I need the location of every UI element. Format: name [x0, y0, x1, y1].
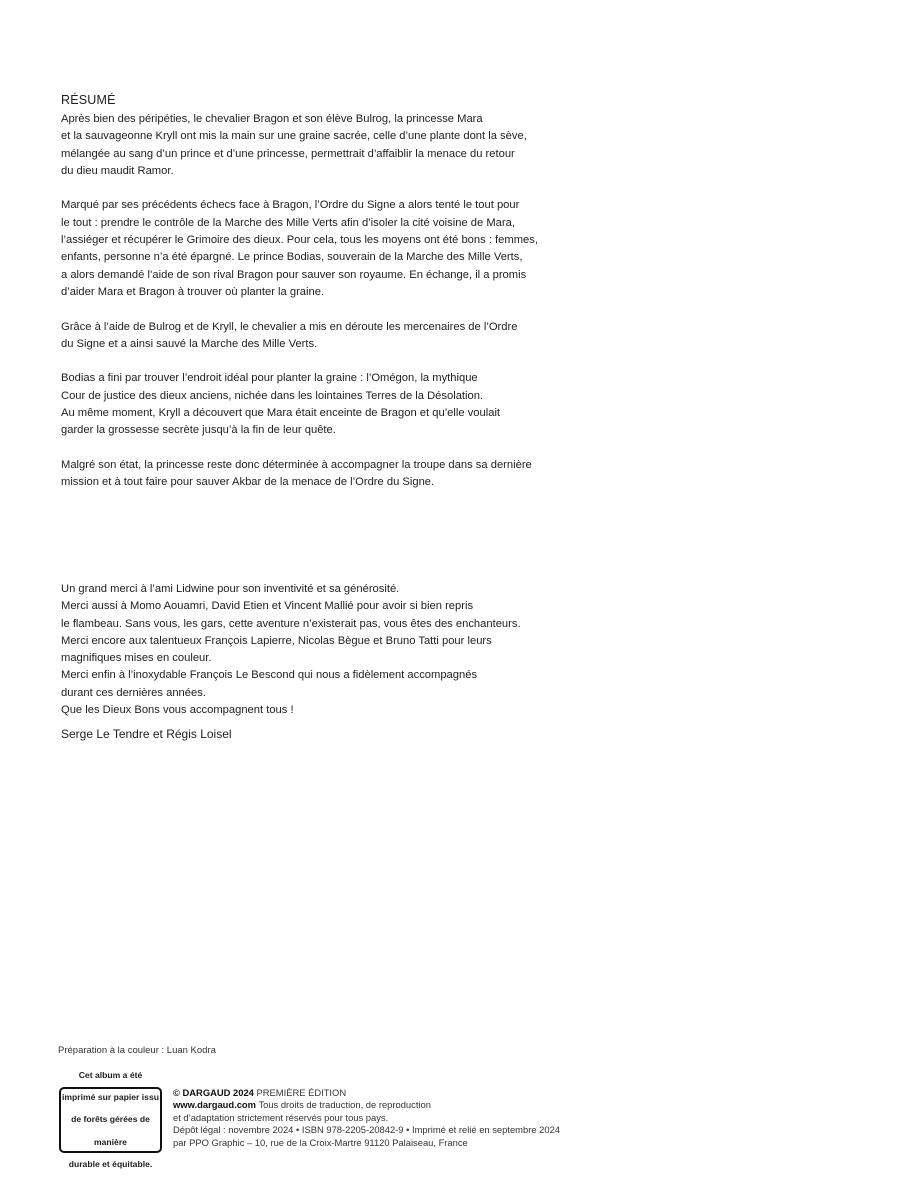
copyright: © DARGAUD 2024 [173, 1087, 254, 1098]
summary-paragraph [61, 370, 531, 439]
eco-label-text [62, 1070, 159, 1171]
summary-title: RÉSUMÉ [61, 93, 116, 107]
printer-info: par PPO Graphic – 10, rue de la Croix-Martre 91120 Palaiseau, France [173, 1136, 468, 1148]
thanks-line: durant ces dernières années. [61, 686, 206, 699]
text-line: Malgré son état, la princesse reste donc déterminée à accompagner la troupe dans sa dernière [61, 458, 532, 471]
thanks-line: Merci enfin à l’inoxydable François Le Bescond qui nous a fidèlement accompagnés [61, 669, 478, 682]
text-line: Cour de justice des dieux anciens, nichée dans les lointaines Terres de la Désolation. [61, 389, 484, 402]
thanks-line: Merci aussi à Momo Aouamri, David Etien et Vincent Mallié pour avoir si bien repris [61, 600, 474, 613]
thanks-line: Merci encore aux talentueux François Lapierre, Nicolas Bègue et Bruno Tatti pour leurs [61, 634, 492, 647]
eco-label-line: imprimé sur papier issu [62, 1092, 159, 1102]
eco-label-line: de forêts gérées de [71, 1114, 150, 1125]
text-line: l’assiéger et récupérer le Grimoire des dieux. Pour cela, tous les moyens ont été bons : femmes, [61, 234, 538, 247]
thanks-line: magnifiques mises en couleur. [61, 652, 212, 665]
text-line: a alors demandé l’aide de son rival Bragon pour sauver son royaume. En échange, il a promis [61, 268, 527, 281]
color-credit: Préparation à la couleur : Luan Kodra [58, 1045, 216, 1056]
text-line: enfants, personne n’a été épargné. Le prince Bodias, souverain de la Marche des Mille Verts, [61, 251, 523, 264]
text-line: Au même moment, Kryll a découvert que Mara était enceinte de Bragon et qu’elle voulait [61, 407, 501, 420]
eco-label-line: manière [94, 1136, 127, 1147]
summary-section [61, 92, 538, 509]
thanks-line: le flambeau. Sans vous, les gars, cette aventure n’existerait pas, vous êtes des enchanteurs. [61, 617, 521, 630]
text-line: le tout : prendre le contrôle de la Marche des Mille Verts afin d’isoler la cité voisine de Mara, [61, 216, 515, 229]
summary-paragraph [61, 197, 538, 301]
text-line: d’aider Mara et Bragon à trouver où planter la graine. [61, 285, 325, 298]
legal-notice [173, 1087, 560, 1149]
legal-deposit: Dépôt légal : novembre 2024 • ISBN 978-2205-20842-9 • Imprimé et relié en septembre 2024 [173, 1124, 560, 1136]
text-line: Grâce à l’aide de Bulrog et de Kryll, le chevalier a mis en déroute les mercenaires de l’Ordre [61, 320, 518, 333]
acknowledgements [61, 581, 531, 719]
summary-paragraph [61, 457, 531, 492]
text-line: du dieu maudit Ramor. [61, 164, 174, 177]
thanks-line: Un grand merci à l’ami Lidwine pour son inventivité et sa générosité. [61, 583, 400, 595]
thanks-line: Que les Dieux Bons vous accompagnent tous ! [61, 704, 294, 717]
eco-label-line: durable et équitable. [68, 1159, 153, 1170]
summary-paragraph [61, 111, 531, 180]
legal-line [173, 1087, 560, 1099]
text-line: Marqué par ses précédents échecs face à Bragon, l’Ordre du Signe a alors tenté le tout pour [61, 199, 520, 212]
legal-line [173, 1099, 560, 1111]
text-line: Après bien des péripéties, le chevalier Bragon et son élève Bulrog, la princesse Mara [61, 113, 483, 125]
eco-label-line: Cet album a été [78, 1069, 143, 1080]
text-line: garder la grossesse secrète jusqu’à la fin de leur quête. [61, 424, 336, 437]
rights-text: Tous droits de traduction, de reproduction [258, 1099, 431, 1111]
summary-paragraph [61, 319, 531, 354]
text-line: mission et à tout faire pour sauver Akbar de la menace de l’Ordre du Signe. [61, 476, 435, 489]
text-line: et la sauvageonne Kryll ont mis la main sur une graine sacrée, celle d’une plante dont la sève, [61, 130, 527, 143]
edition: PREMIÈRE ÉDITION [256, 1087, 347, 1098]
rights-text: et d’adaptation strictement réservés pour tous pays. [173, 1111, 389, 1123]
text-line: du Signe et a ainsi sauvé la Marche des Mille Verts. [61, 337, 318, 350]
eco-label-box [59, 1069, 162, 1170]
authors-signature: Serge Le Tendre et Régis Loisel [61, 727, 232, 741]
text-line: mélangée au sang d’un prince et d’une princesse, permettrait d’affaiblir la menace du retour [61, 147, 515, 160]
text-line: Bodias a fini par trouver l’endroit idéal pour planter la graine : l’Omégon, la mythique [61, 372, 478, 385]
website-link[interactable]: www.dargaud.com [173, 1099, 256, 1111]
